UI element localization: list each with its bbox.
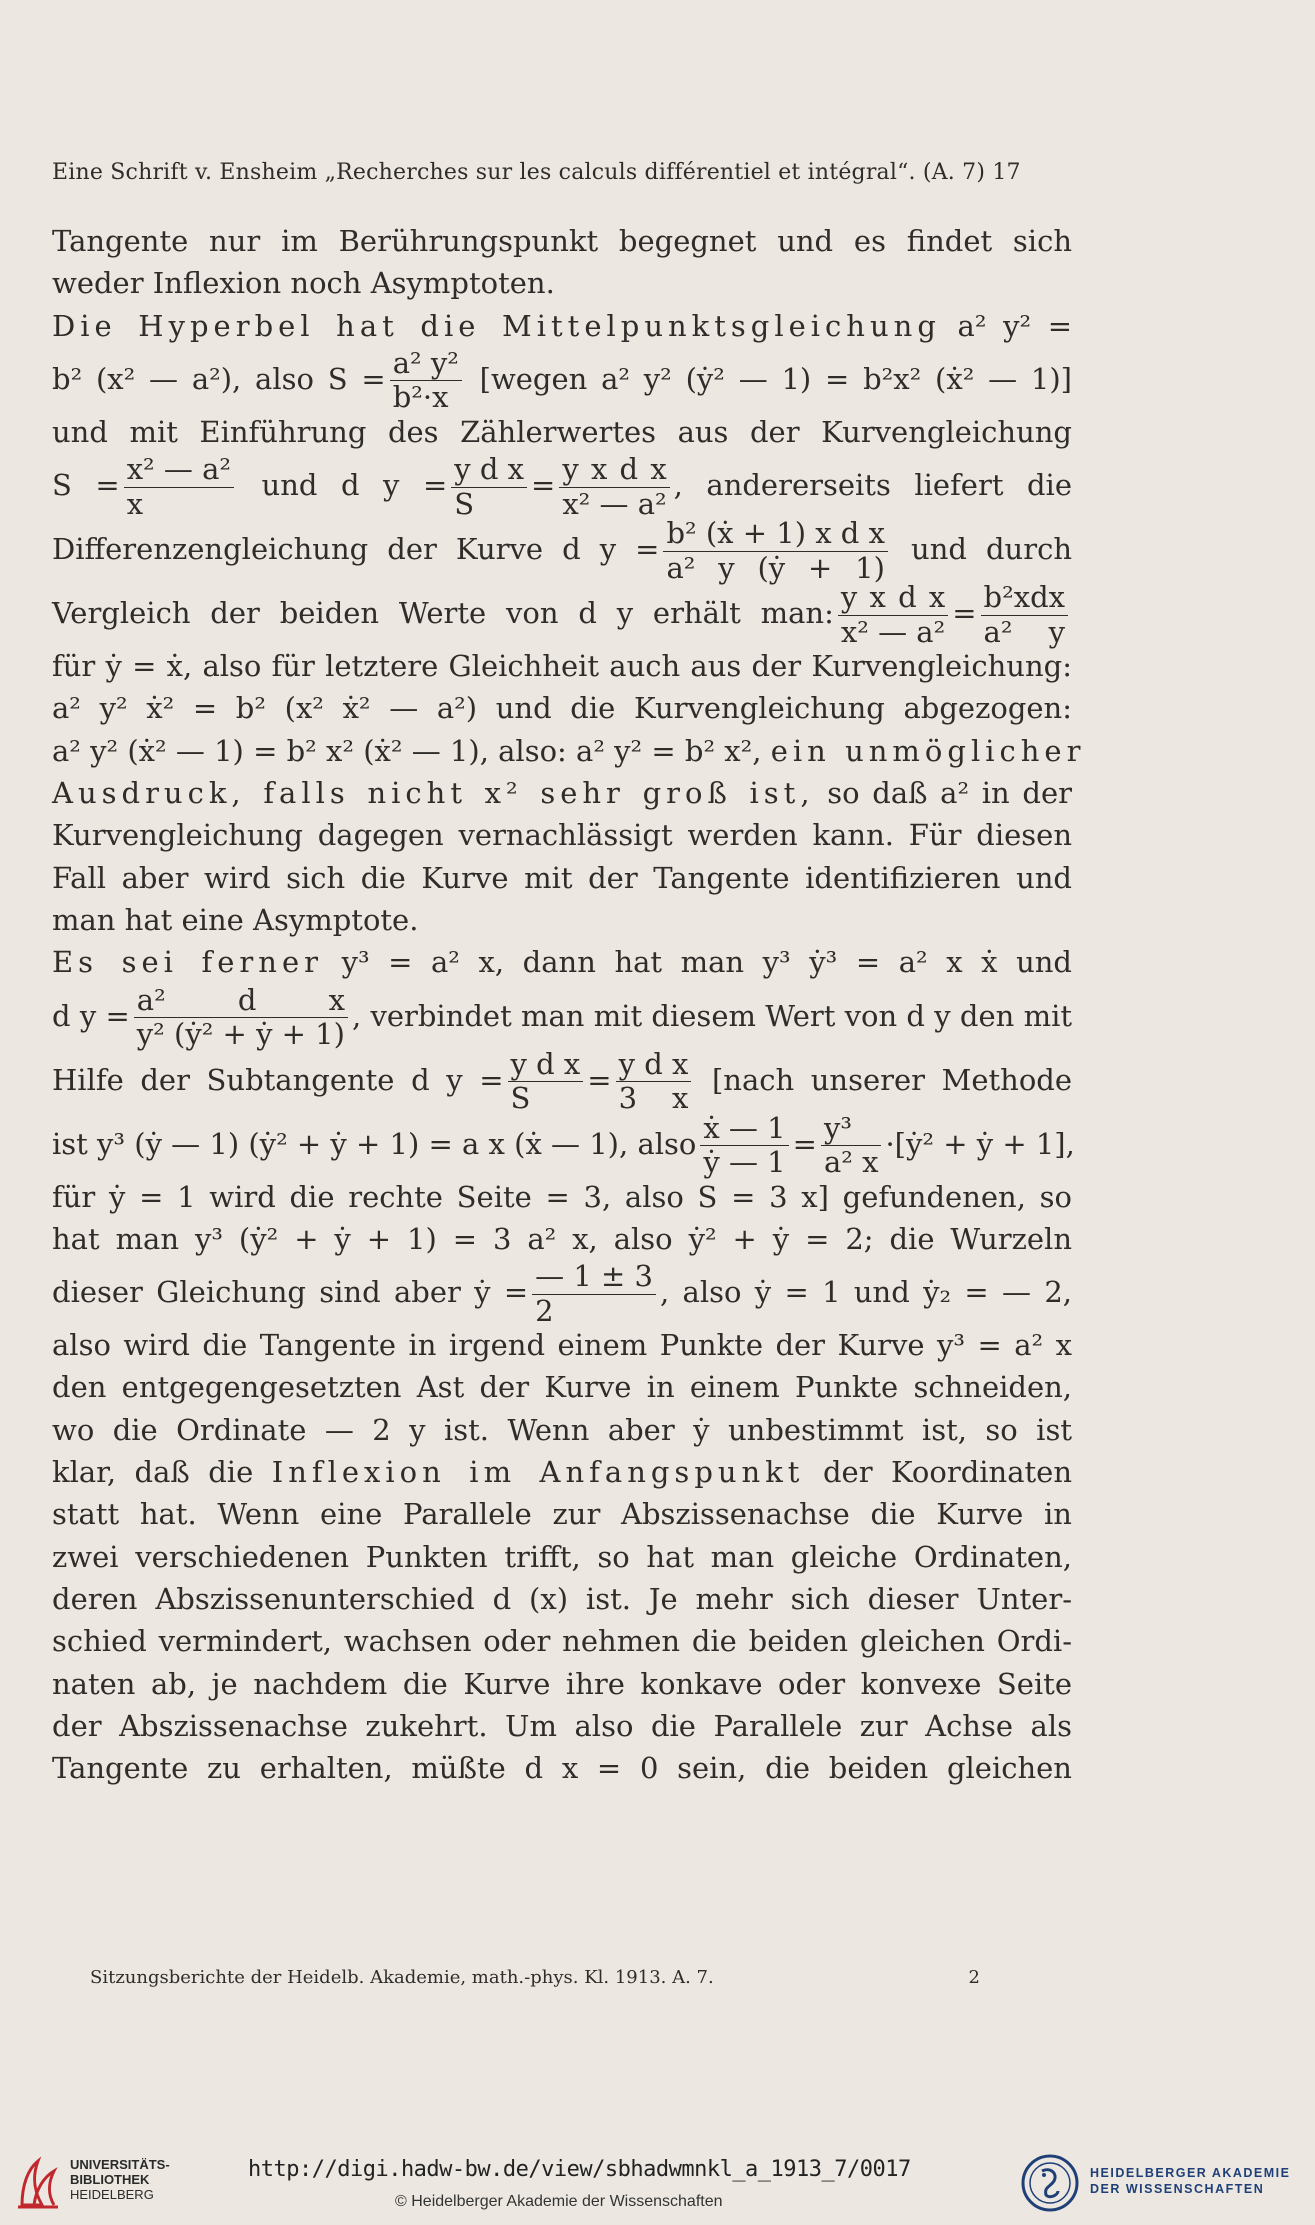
text-line: für ẏ = ẋ, also für letztere Gleichheit auch aus der Kurvengleichung: bbox=[52, 649, 1072, 684]
text-line: für ẏ = 1 wird die rechte Seite = 3, also S = 3 x] gefundenen, so bbox=[52, 1179, 1072, 1214]
fraction: $\frac{\text{x² — a²}}{x}$ bbox=[124, 453, 234, 521]
text-line: a² y² ẋ² = b² (x² ẋ² — a²) und die Kurvengleichung abgezogen: bbox=[52, 691, 1072, 726]
text-line: und mit Einführung des Zählerwertes aus der Kurvengleichung bbox=[52, 414, 1072, 449]
text-line: schied vermindert, wachsen oder nehmen die beiden gleichen Ordi- bbox=[52, 1624, 1072, 1659]
university-library-logo-icon bbox=[14, 2155, 62, 2211]
fraction: $\frac{\text{y x d x}}{\text{x² — a²}}$ bbox=[838, 581, 948, 649]
formula-line: d y = $\frac{\text{a² d x}}{\text{y² (ẏ² + ẏ + 1)}}$ , verbindet man mit diesem Wert von d y den mit bbox=[52, 982, 1072, 1052]
text-line: der Abszissenachse zukehrt. Um also die Parallele zur Achse als bbox=[52, 1708, 1072, 1743]
text-line: naten ab, je nachdem die Kurve ihre konkave oder konvexe Seite bbox=[52, 1666, 1072, 1701]
body-text bbox=[52, 220, 1086, 1789]
text-line: man hat eine Asymptote. bbox=[52, 902, 419, 937]
footer-citation: Sitzungsberichte der Heidelb. Akademie, math.-phys. Kl. 1913. A. 7. bbox=[90, 1967, 714, 1988]
fraction: $\frac{\text{y x d x}}{\text{x² — a²}}$ bbox=[559, 453, 669, 521]
fraction: $\frac{\text{b²xdx}}{\text{a² y}}$ bbox=[981, 581, 1068, 649]
fraction: $\frac{\text{y d x}}{3 x}$ bbox=[616, 1048, 692, 1116]
text-line: hat man y³ (ẏ² + ẏ + 1) = 3 a² x, also ẏ² + ẏ = 2; die Wurzeln bbox=[52, 1221, 1072, 1256]
text-line: Die Hyperbel hat die Mittelpunktsgleichung a² y² = bbox=[52, 308, 1072, 343]
fraction: $\frac{\text{a² y²}}{\text{b²·x}}$ bbox=[390, 347, 462, 415]
fraction: $\frac{\text{b² (ẋ + 1) x d x}}{\text{a² y (ẏ + 1)}}$ bbox=[663, 517, 888, 585]
formula-line: ist y³ (ẏ — 1) (ẏ² + ẏ + 1) = a x (ẋ — 1), also $\frac{\text{ẋ — 1}}{\text{ẏ — 1}}$ = $\frac{\text{y³}}{\text{a² x}}$ ·[ẏ² + ẏ + 1], bbox=[52, 1110, 1075, 1180]
formula-line: S = $\frac{\text{x² — a²}}{x}$ und d y = $\frac{\text{y d x}}{S}$ = $\frac{\text{y x d x}}{\text{x² — a²}}$ , andererseits liefert die bbox=[52, 452, 1072, 521]
fraction: $\frac{\text{a² d x}}{\text{y² (ẏ² + ẏ + 1)}}$ bbox=[134, 984, 348, 1052]
academy-name: HEIDELBERGER AKADEMIE DER WISSENSCHAFTEN bbox=[1090, 2166, 1291, 2196]
running-header: Eine Schrift v. Ensheim „Recherches sur les calculs différentiel et intégral“. (A. 7) 17 bbox=[52, 160, 1021, 185]
text-line: also wird die Tangente in irgend einem Punkte der Kurve y³ = a² x bbox=[52, 1328, 1072, 1363]
university-library-name: UNIVERSITÄTS- BIBLIOTHEK HEIDELBERG bbox=[70, 2157, 170, 2202]
text-line: a² y² (ẋ² — 1) = b² x² (ẋ² — 1), also: a² y² = b² x², ein unmöglicher bbox=[52, 733, 1086, 768]
text-line: den entgegengesetzten Ast der Kurve in einem Punkte schneiden, bbox=[52, 1370, 1072, 1405]
footer-signature-number: 2 bbox=[968, 1967, 980, 1988]
text-line: weder Inflexion noch Asymptoten. bbox=[52, 266, 555, 301]
text-line: statt hat. Wenn eine Parallele zur Abszissenachse die Kurve in bbox=[52, 1497, 1072, 1532]
text-line: deren Abszissenunterschied d (x) ist. Je mehr sich dieser Unter- bbox=[52, 1581, 1072, 1616]
permalink-url[interactable]: http://digi.hadw-bw.de/view/sbhadwmnkl_a_1913_7/0017 bbox=[248, 2157, 911, 2182]
academy-seal-icon bbox=[1020, 2153, 1080, 2213]
fraction: $\frac{\text{y d x}}{S}$ bbox=[451, 453, 527, 521]
text-line: Tangente zu erhalten, müßte d x = 0 sein, die beiden gleichen bbox=[52, 1751, 1072, 1786]
digitization-bar bbox=[0, 2145, 1315, 2225]
page-footer bbox=[90, 1967, 980, 1988]
text-line: klar, daß die Inflexion im Anfangspunkt der Koordinaten bbox=[52, 1455, 1073, 1490]
fraction: $\frac{\text{y d x}}{S}$ bbox=[508, 1048, 584, 1116]
text-line: Tangente nur im Berührungspunkt begegnet und es findet sich bbox=[52, 224, 1072, 258]
fraction: $\frac{— 1 \pm 3}{2}$ bbox=[532, 1260, 656, 1328]
fraction: $\frac{\text{y³}}{\text{a² x}}$ bbox=[821, 1112, 882, 1180]
formula-line: dieser Gleichung sind aber ẏ = $\frac{— 1 \pm 3}{2}$ , also ẏ = 1 und ẏ₂ = — 2, bbox=[52, 1259, 1072, 1328]
text-line: Fall aber wird sich die Kurve mit der Tangente identifizieren und bbox=[52, 860, 1072, 895]
text-line: wo die Ordinate — 2 y ist. Wenn aber ẏ unbestimmt ist, so ist bbox=[52, 1412, 1072, 1447]
text-line: Kurvengleichung dagegen vernachlässigt werden kann. Für diesen bbox=[52, 818, 1072, 853]
text-line: Ausdruck, falls nicht x² sehr groß ist, so daß a² in der bbox=[52, 776, 1072, 811]
formula-line: Differenzengleichung der Kurve d y = $\frac{\text{b² (ẋ + 1) x d x}}{\text{a² y (ẏ + 1)}}$ und durch bbox=[52, 516, 1073, 585]
formula-line: Vergleich der beiden Werte von d y erhält man: $\frac{\text{y x d x}}{\text{x² — a²}}$ = $\frac{\text{b²xdx}}{\text{a² y}}$ bbox=[52, 581, 1072, 645]
text-line: Es sei ferner y³ = a² x, dann hat man y³ ẏ³ = a² x ẋ und bbox=[52, 945, 1072, 980]
formula-line: b² (x² — a²), also S = $\frac{\text{a² y²}}{\text{b²·x}}$ [wegen a² y² (ẏ² — 1) = b²x² (ẋ² — 1)] bbox=[52, 346, 1072, 415]
fraction: $\frac{\text{ẋ — 1}}{\text{ẏ — 1}}$ bbox=[700, 1112, 788, 1180]
text-line: zwei verschiedenen Punkten trifft, so hat man gleiche Ordinaten, bbox=[52, 1539, 1072, 1574]
copyright-notice: © Heidelberger Akademie der Wissenschaften bbox=[395, 2193, 723, 2210]
formula-line: Hilfe der Subtangente d y = $\frac{\text{y d x}}{S}$ = $\frac{\text{y d x}}{3 x}$ [nach unserer Methode bbox=[52, 1046, 1073, 1116]
